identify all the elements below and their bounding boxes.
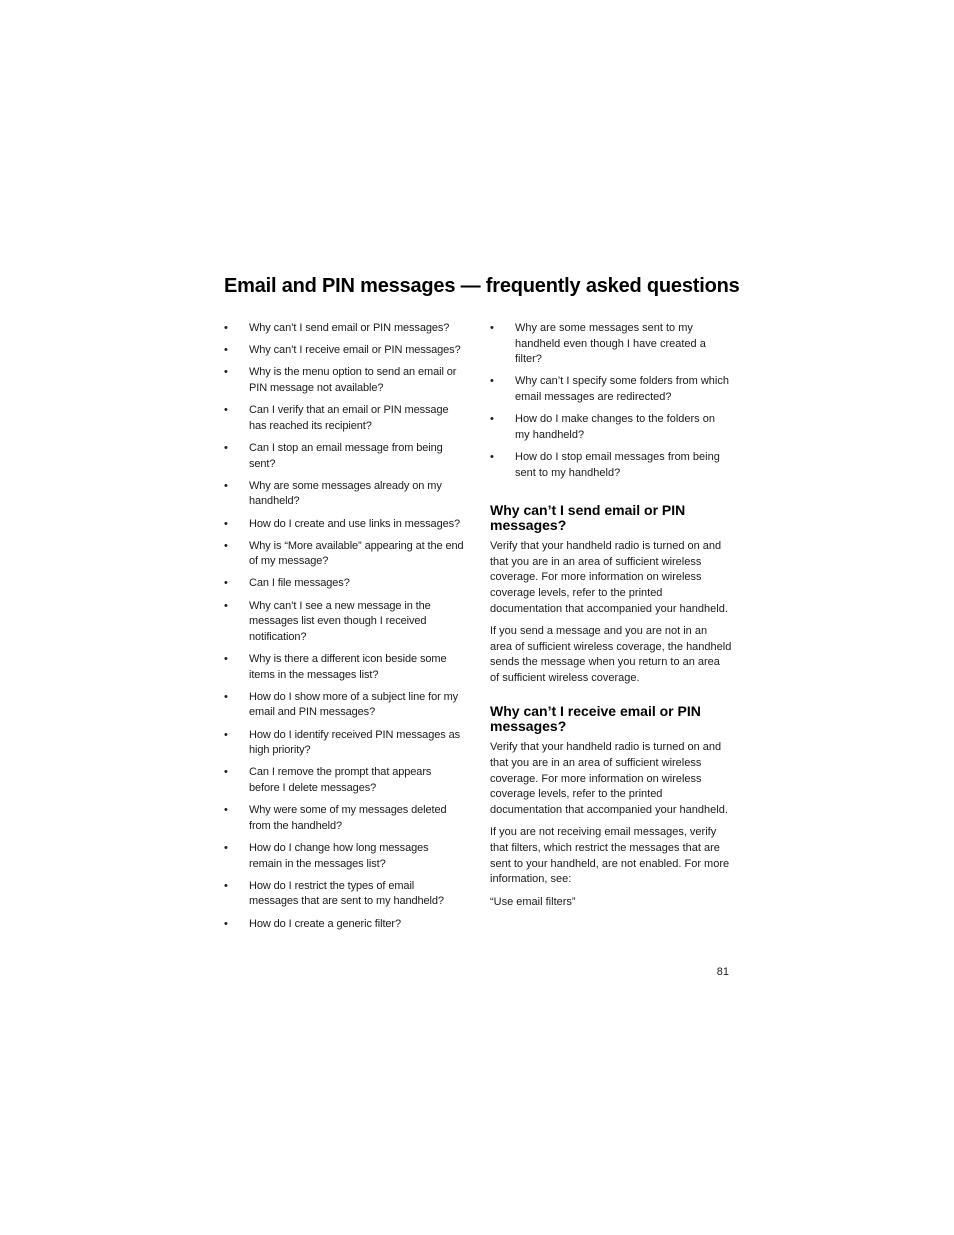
bullet: • xyxy=(224,366,228,379)
bullet: • xyxy=(490,413,494,426)
list-item[interactable] xyxy=(224,343,464,359)
bullet: • xyxy=(224,879,228,892)
list-item[interactable] xyxy=(224,539,464,570)
bullet: • xyxy=(224,577,228,590)
list-item[interactable] xyxy=(224,917,464,933)
list-item[interactable] xyxy=(224,441,464,472)
faq-question-link[interactable]: How do I stop email messages from being sent to my handheld? xyxy=(515,450,720,479)
list-item[interactable] xyxy=(224,803,464,834)
list-item[interactable] xyxy=(224,403,464,434)
faq-question-link[interactable]: Can I remove the prompt that appears before I delete messages? xyxy=(249,766,432,794)
list-item[interactable] xyxy=(224,365,464,396)
list-item[interactable] xyxy=(224,576,464,592)
body-paragraph: If you send a message and you are not in an area of sufficient wireless coverage, the handheld sends the message when you return to an area of sufficient wireless coverage. xyxy=(490,625,732,684)
list-item[interactable] xyxy=(224,728,464,759)
faq-question-link[interactable]: Can I verify that an email or PIN message has reached its recipient? xyxy=(249,404,449,432)
faq-question-link[interactable]: Why is there a different icon beside some items in the messages list? xyxy=(249,653,447,681)
faq-question-link[interactable]: How do I create a generic filter? xyxy=(249,917,402,930)
bullet: • xyxy=(224,517,228,530)
list-item[interactable] xyxy=(224,841,464,872)
bullet: • xyxy=(224,344,228,357)
list-item[interactable] xyxy=(224,652,464,683)
faq-question-link[interactable]: Why is the menu option to send an email or PIN message not available? xyxy=(249,366,457,394)
faq-question-link[interactable]: How do I restrict the types of email messages that are sent to my handheld? xyxy=(249,879,444,908)
list-item[interactable] xyxy=(224,479,464,510)
bullet: • xyxy=(224,690,228,703)
list-item[interactable] xyxy=(224,321,464,337)
bullet: • xyxy=(224,479,228,492)
section-heading: Why can’t I send email or PIN messages? xyxy=(490,502,686,534)
section-heading: Why can’t I receive email or PIN messages? xyxy=(490,703,701,735)
list-item[interactable] xyxy=(224,599,464,646)
cross-reference-link[interactable]: “Use email filters” xyxy=(490,895,576,908)
bullet: • xyxy=(224,841,228,854)
faq-question-list-continued xyxy=(490,321,732,481)
bullet: • xyxy=(224,653,228,666)
bullet: • xyxy=(224,804,228,817)
body-paragraph: Verify that your handheld radio is turned on and that you are in an area of sufficient wireless coverage. For more information on wireless coverage levels, refer to the printed documentation that accompanied your handheld. xyxy=(490,540,728,615)
section-receive-messages xyxy=(490,704,732,910)
list-item[interactable] xyxy=(490,450,732,481)
bullet: • xyxy=(490,322,494,334)
bullet: • xyxy=(224,404,228,417)
bullet: • xyxy=(224,766,228,779)
bullet: • xyxy=(224,322,228,334)
list-item[interactable] xyxy=(490,412,732,443)
list-item[interactable] xyxy=(490,321,732,368)
bullet: • xyxy=(224,599,228,612)
section-send-messages xyxy=(490,503,732,686)
faq-question-link[interactable]: How do I create and use links in messages? xyxy=(249,517,461,530)
list-item[interactable] xyxy=(224,765,464,796)
faq-question-link[interactable]: Why can’t I see a new message in the messages list even though I received notification? xyxy=(249,599,431,643)
faq-question-link[interactable]: How do I make changes to the folders on my handheld? xyxy=(515,413,715,441)
bullet: • xyxy=(490,450,494,463)
page-number: 81 xyxy=(716,966,729,978)
bullet: • xyxy=(224,441,228,454)
faq-question-link[interactable]: Why can’t I send email or PIN messages? xyxy=(249,322,450,334)
faq-question-link[interactable]: How do I show more of a subject line for my email and PIN messages? xyxy=(249,690,459,719)
faq-question-link[interactable]: How do I change how long messages remain in the messages list? xyxy=(249,841,429,870)
faq-question-link[interactable]: Why can’t I specify some folders from which email messages are redirected? xyxy=(515,375,729,403)
list-item[interactable] xyxy=(490,374,732,405)
bullet: • xyxy=(224,917,228,930)
bullet: • xyxy=(224,728,228,741)
faq-question-link[interactable]: Can I stop an email message from being sent? xyxy=(249,441,443,470)
list-item[interactable] xyxy=(224,879,464,910)
list-item[interactable] xyxy=(224,517,464,533)
left-column xyxy=(224,321,464,939)
faq-question-link[interactable]: How do I identify received PIN messages as high priority? xyxy=(249,728,461,757)
faq-question-link[interactable]: Can I file messages? xyxy=(249,577,350,590)
faq-question-link[interactable]: Why can’t I receive email or PIN messages? xyxy=(249,344,461,357)
faq-question-list xyxy=(224,321,464,932)
bullet: • xyxy=(490,375,494,388)
faq-question-link[interactable]: Why are some messages sent to my handheld even though I have created a filter? xyxy=(515,322,706,366)
faq-question-link[interactable]: Why are some messages already on my handheld? xyxy=(249,479,442,508)
right-column xyxy=(490,321,732,917)
list-item[interactable] xyxy=(224,690,464,721)
faq-question-link[interactable]: Why is “More available” appearing at the end of my message? xyxy=(249,539,464,568)
page-title: Email and PIN messages — frequently asked questions xyxy=(224,275,740,297)
bullet: • xyxy=(224,539,228,552)
body-paragraph: Verify that your handheld radio is turned on and that you are in an area of sufficient wireless coverage. For more information on wireless coverage levels, refer to the printed documentation that accompanied your handheld. xyxy=(490,741,728,816)
faq-question-link[interactable]: Why were some of my messages deleted from the handheld? xyxy=(249,804,447,832)
body-paragraph: If you are not receiving email messages, verify that filters, which restrict the messages that are sent to your handheld, are not enabled. For more information, see: xyxy=(490,826,730,886)
